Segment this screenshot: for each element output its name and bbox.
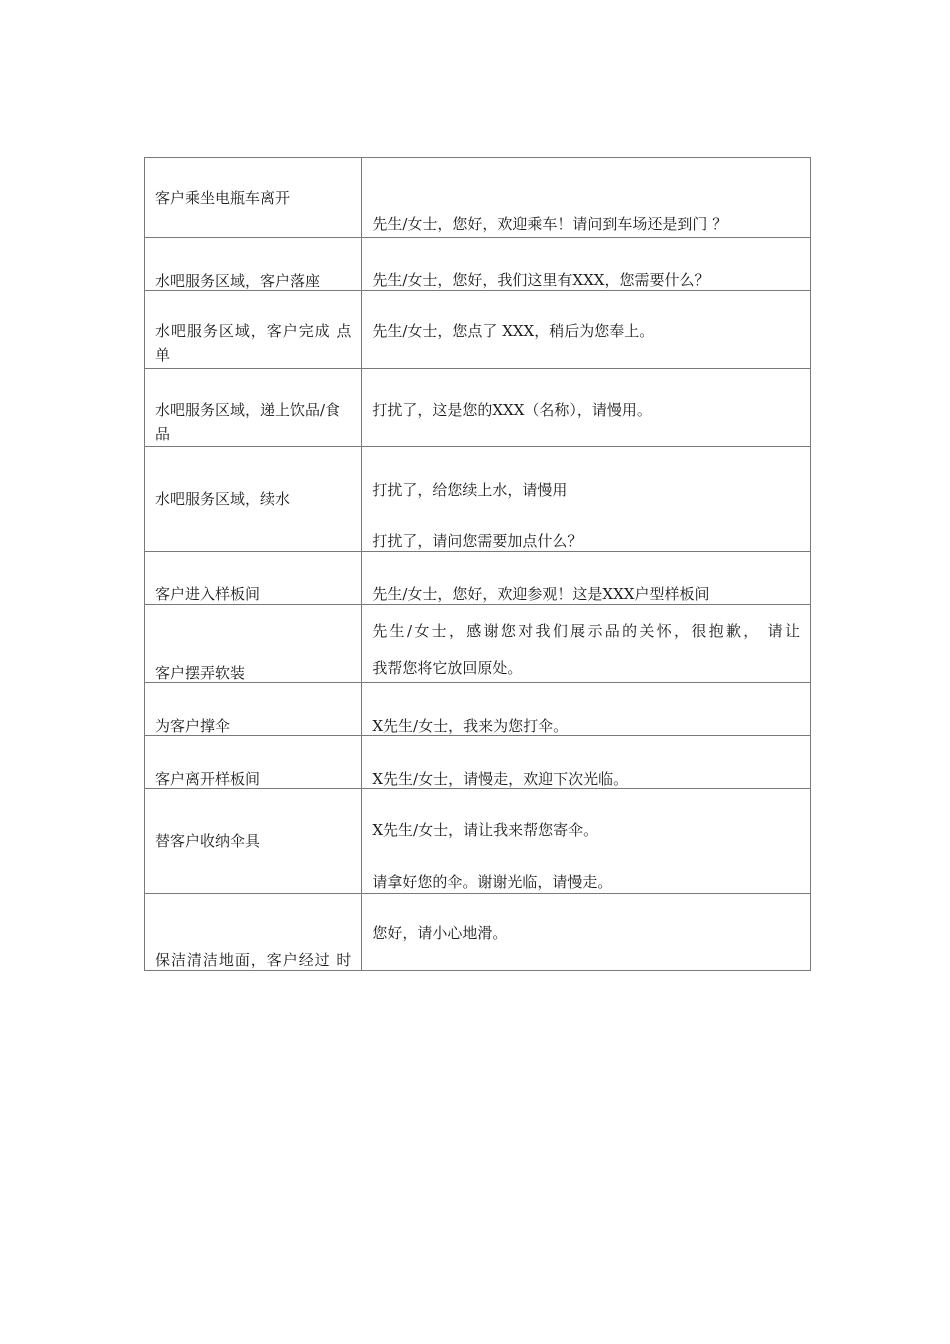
table-row	[145, 158, 811, 238]
script-cell	[362, 894, 811, 971]
script-line: 先生/女士，感谢您对我们展示品的关怀，很抱歉， 请让	[372, 622, 800, 640]
scene-cell	[145, 447, 362, 552]
script-cell	[362, 605, 811, 683]
script-line: 我帮您将它放回原处。	[372, 659, 523, 677]
script-cell	[362, 789, 811, 894]
table-row	[145, 789, 811, 894]
scene-text: 客户离开样板间	[155, 770, 261, 788]
script-cell	[362, 291, 811, 369]
table-row	[145, 683, 811, 736]
table-row	[145, 238, 811, 291]
table-row	[145, 894, 811, 971]
script-cell	[362, 238, 811, 291]
table-row	[145, 447, 811, 552]
script-cell	[362, 683, 811, 736]
script-line: 打扰了，这是您的XXX（名称），请慢用。	[372, 401, 652, 419]
scene-cell	[145, 894, 362, 971]
scene-text: 客户摆弄软装	[155, 664, 246, 682]
script-cell	[362, 158, 811, 238]
script-line: 先生/女士，您点了 XXX，稍后为您奉上。	[372, 322, 655, 340]
script-line: 请拿好您的伞。谢谢光临，请慢走。	[372, 873, 613, 891]
script-line: X先生/女士，请慢走，欢迎下次光临。	[372, 770, 629, 788]
script-line: X先生/女士，请让我来帮您寄伞。	[372, 821, 599, 839]
scene-cell	[145, 552, 362, 605]
script-line: 先生/女士，您好，欢迎乘车！请问到车场还是到门 ？	[372, 215, 728, 233]
scene-cell	[145, 736, 362, 789]
scene-text: 为客户撑伞	[155, 717, 231, 735]
script-cell	[362, 552, 811, 605]
script-line: 打扰了，给您续上水，请慢用	[372, 481, 568, 499]
scene-text: 水吧服务区域，客户完成 点单	[155, 322, 352, 364]
service-script-table	[144, 157, 811, 971]
table-row	[145, 291, 811, 369]
scene-text: 客户进入样板间	[155, 585, 261, 603]
table-row	[145, 552, 811, 605]
scene-text: 替客户收纳伞具	[155, 832, 261, 850]
script-cell	[362, 447, 811, 552]
table-row	[145, 736, 811, 789]
script-line: 您好，请小心地滑。	[372, 924, 508, 942]
script-line: X先生/女士，我来为您打伞。	[372, 717, 569, 735]
scene-text: 水吧服务区域，续水	[155, 490, 291, 508]
scene-cell	[145, 238, 362, 291]
script-line: 打扰了，请问您需要加点什么？	[372, 532, 583, 550]
scene-text: 水吧服务区域，递上饮品/食品	[155, 401, 341, 443]
scene-cell	[145, 683, 362, 736]
scene-cell	[145, 369, 362, 447]
scene-text: 水吧服务区域，客户落座	[155, 272, 321, 290]
scene-cell	[145, 158, 362, 238]
scene-text: 客户乘坐电瓶车离开	[155, 189, 291, 207]
script-cell	[362, 369, 811, 447]
scene-cell	[145, 789, 362, 894]
table-row	[145, 605, 811, 683]
scene-cell	[145, 605, 362, 683]
script-line: 先生/女士，您好，我们这里有XXX，您需要什么？	[372, 271, 710, 289]
script-line: 先生/女士，您好，欢迎参观！这是XXX户型样板间	[372, 585, 710, 603]
scene-cell	[145, 291, 362, 369]
table-row	[145, 369, 811, 447]
script-cell	[362, 736, 811, 789]
scene-text: 保洁清洁地面，客户经过 时	[155, 951, 352, 969]
